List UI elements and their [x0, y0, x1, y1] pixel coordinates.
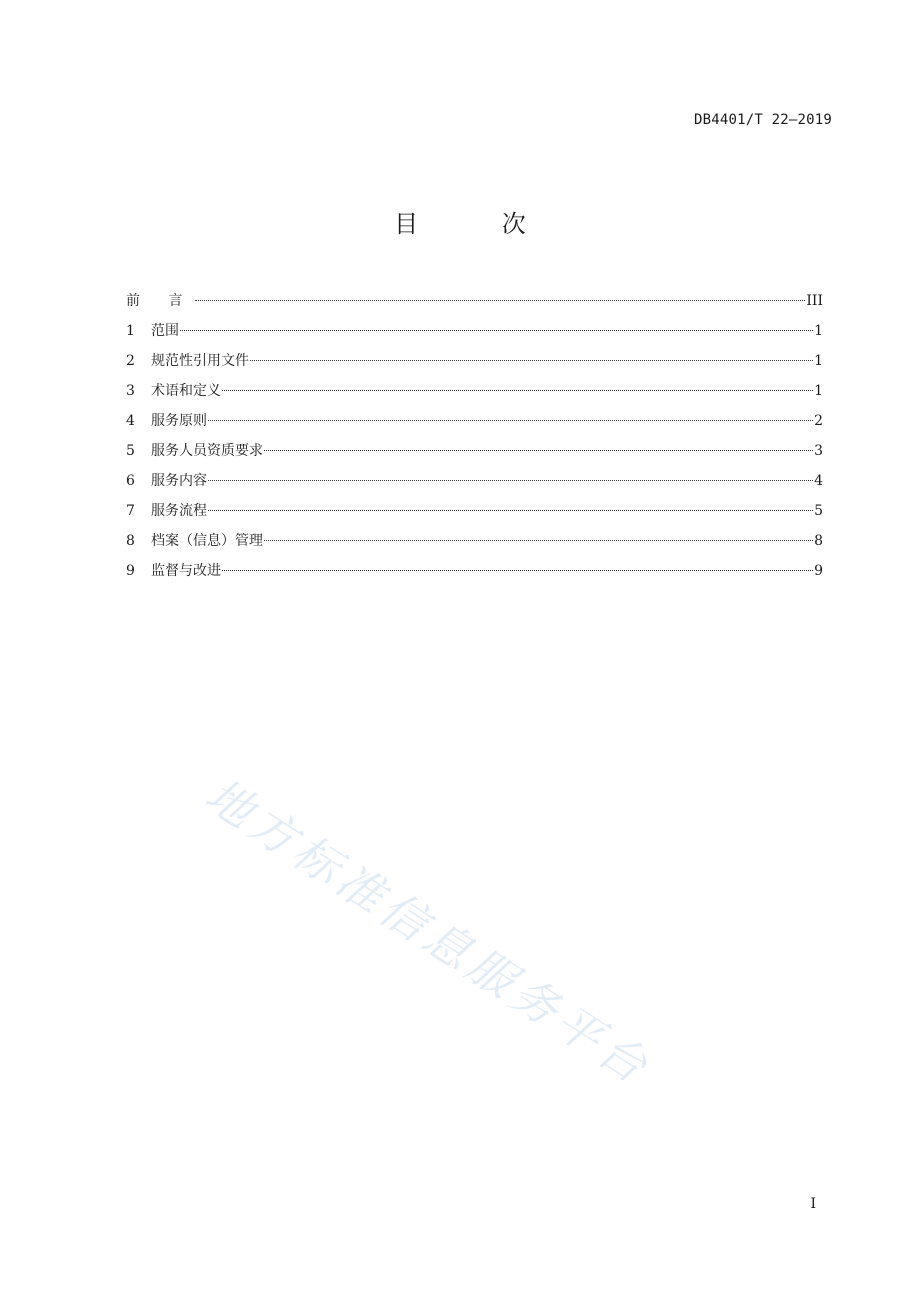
page-number: I: [810, 1196, 816, 1212]
toc-entry-label: 监督与改进: [151, 563, 221, 579]
toc-entry-7[interactable]: [126, 500, 823, 530]
toc-leader-dots: [208, 420, 813, 421]
toc-entry-number: 6: [126, 473, 135, 489]
toc-entry-page: 4: [814, 473, 823, 489]
watermark: 地方标准信息服务平台: [195, 767, 662, 1097]
toc-leader-dots: [180, 330, 813, 331]
toc-entry-8[interactable]: [126, 530, 823, 560]
toc-entry-page: 3: [814, 443, 823, 459]
toc-entry-label: 档案（信息）管理: [151, 533, 263, 549]
toc-entry-number: 3: [126, 383, 135, 399]
toc-entry-number: 2: [126, 353, 135, 369]
toc-entry-6[interactable]: [126, 470, 823, 500]
toc-leader-dots: [250, 360, 813, 361]
toc-leader-dots: [222, 390, 813, 391]
toc-entry-page: 5: [814, 503, 823, 519]
toc-leader-dots: [222, 570, 813, 571]
toc-entry-label: 前 言: [126, 293, 195, 309]
toc-entry-5[interactable]: [126, 440, 823, 470]
toc-entry-number: 9: [126, 563, 135, 579]
toc-leader-dots: [195, 300, 805, 301]
toc-entry-page: 8: [814, 533, 823, 549]
document-code: DB4401/T 22—2019: [693, 112, 832, 128]
toc-entry-page: III: [806, 293, 823, 309]
toc-entry-page: 1: [814, 383, 823, 399]
toc-entry-page: 1: [814, 323, 823, 339]
toc-entry-number: 7: [126, 503, 135, 519]
toc-entry-number: 4: [126, 413, 135, 429]
toc-entry-3[interactable]: [126, 380, 823, 410]
toc-entry-label: 服务原则: [151, 413, 207, 429]
toc-entry-page: 9: [814, 563, 823, 579]
toc-leader-dots: [208, 480, 813, 481]
toc-entry-9[interactable]: [126, 560, 823, 590]
toc-entry-2[interactable]: [126, 350, 823, 380]
toc-entry-number: 8: [126, 533, 135, 549]
toc-entry-page: 1: [814, 353, 823, 369]
table-of-contents: [126, 290, 823, 590]
toc-entry-label: 服务内容: [151, 473, 207, 489]
toc-entry-1[interactable]: [126, 320, 823, 350]
toc-entry-label: 服务流程: [151, 503, 207, 519]
toc-leader-dots: [264, 540, 813, 541]
toc-title: 目 次: [394, 210, 564, 238]
toc-leader-dots: [208, 510, 813, 511]
toc-entry-page: 2: [814, 413, 823, 429]
toc-entry-label: 服务人员资质要求: [151, 443, 263, 459]
toc-entry-label: 规范性引用文件: [151, 353, 249, 369]
toc-entry-number: 1: [126, 323, 135, 339]
toc-entry-number: 5: [126, 443, 135, 459]
toc-entry-label: 术语和定义: [151, 383, 221, 399]
toc-entry-4[interactable]: [126, 410, 823, 440]
toc-leader-dots: [264, 450, 813, 451]
toc-entry-label: 范围: [151, 323, 179, 339]
toc-entry-foreword[interactable]: [126, 290, 823, 320]
